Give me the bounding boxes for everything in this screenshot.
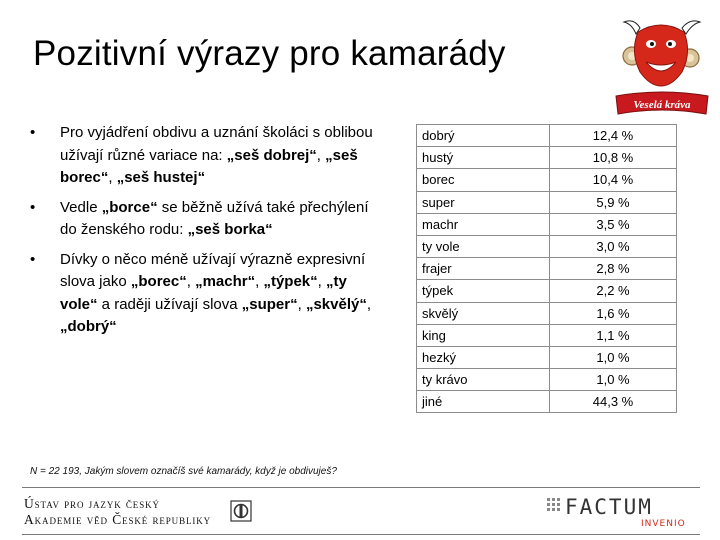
percent-cell: 1,0 % (550, 369, 677, 391)
bullet-emphasis: „super“ (241, 295, 298, 313)
percent-cell: 2,2 % (550, 280, 677, 302)
slide-title: Pozitivní výrazy pro kamarády (33, 34, 506, 73)
table-row (417, 302, 677, 324)
bullet-text: se běžně užívá také přechýlení do ženského rodu: (60, 198, 369, 238)
word-cell: hustý (417, 147, 550, 169)
word-cell: ty krávo (417, 369, 550, 391)
bullet-text: , (316, 146, 326, 164)
bullet-text: Pro vyjádření obdivu a uznání školáci s oblibou užívají různé variace na: (60, 124, 373, 164)
bullet-emphasis: „seš hustej“ (116, 169, 206, 186)
institute-line-2: Akademie věd České republiky (24, 512, 212, 527)
institute-line-1: Ústav pro jazyk český (24, 496, 160, 511)
word-cell: machr (417, 213, 550, 235)
bullet-list (30, 122, 380, 346)
bullet-text: , (255, 273, 264, 290)
percent-cell: 10,8 % (550, 147, 677, 169)
word-cell: frajer (417, 258, 550, 280)
word-cell: borec (417, 169, 550, 191)
footnote: N = 22 193, Jakým slovem označíš své kamarády, když je obdivuješ? (30, 466, 337, 477)
table-row (417, 191, 677, 213)
table-row (417, 369, 677, 391)
laughing-cow-logo (610, 12, 714, 118)
factum-text: FACTUM (565, 495, 653, 519)
bullet-text: , (186, 273, 196, 290)
bullet-emphasis: „ty vole“ (60, 273, 347, 313)
percent-cell: 12,4 % (550, 125, 677, 147)
word-cell: skvělý (417, 302, 550, 324)
footer-rule-top (22, 487, 700, 488)
table-row (417, 258, 677, 280)
percent-cell: 10,4 % (550, 169, 677, 191)
word-cell: king (417, 324, 550, 346)
logo-brand-text: Veselá kráva (633, 99, 691, 111)
bullet-item (30, 197, 380, 242)
factum-sub: INVENIO (641, 519, 686, 529)
bullet-dot-icon: • (30, 124, 36, 141)
percent-cell: 3,0 % (550, 235, 677, 257)
word-cell: ty vole (417, 235, 550, 257)
bullet-emphasis: „machr“ (195, 273, 256, 290)
percent-cell: 44,3 % (550, 391, 677, 413)
table-row (417, 235, 677, 257)
footer-rule-bottom (22, 534, 700, 535)
word-frequency-table (416, 124, 677, 413)
percent-cell: 2,8 % (550, 258, 677, 280)
bullet-emphasis: „borec“ (130, 273, 187, 290)
table-row (417, 147, 677, 169)
bullet-text: a raději užívají slova (97, 295, 242, 313)
word-cell: hezký (417, 346, 550, 368)
table-row (417, 280, 677, 302)
bullet-emphasis: „seš borka“ (187, 221, 273, 238)
institute-logo-icon (230, 500, 252, 522)
word-cell: jiné (417, 391, 550, 413)
bullet-emphasis: „dobrý“ (60, 318, 117, 335)
table-row (417, 125, 677, 147)
table-row (417, 169, 677, 191)
bullet-emphasis: „borce“ (101, 198, 158, 216)
percent-cell: 1,1 % (550, 324, 677, 346)
bullet-emphasis: „seš borec“ (60, 146, 358, 186)
percent-cell: 5,9 % (550, 191, 677, 213)
bullet-text: , (108, 169, 117, 186)
institute-name (24, 496, 211, 528)
bullet-emphasis: „skvělý“ (305, 295, 367, 313)
bullet-emphasis: „seš dobrej“ (226, 146, 317, 164)
word-cell: super (417, 191, 550, 213)
bullet-dot-icon: • (30, 250, 36, 268)
bullet-text: , (366, 295, 372, 313)
table-row (417, 213, 677, 235)
word-cell: týpek (417, 280, 550, 302)
bullet-item (30, 122, 380, 190)
table-row (417, 346, 677, 368)
percent-cell: 1,6 % (550, 302, 677, 324)
bullet-dot-icon: • (30, 198, 36, 216)
bullet-text: Vedle (60, 198, 102, 216)
bullet-text: Dívky o něco méně užívají výrazně expresivní slova jako (60, 250, 366, 290)
table-row (417, 324, 677, 346)
table-row (417, 391, 677, 413)
factum-invenio-logo (545, 490, 705, 530)
bullet-text: , (297, 295, 306, 313)
word-cell: dobrý (417, 125, 550, 147)
percent-cell: 1,0 % (550, 346, 677, 368)
percent-cell: 3,5 % (550, 213, 677, 235)
bullet-item (30, 249, 380, 339)
bullet-emphasis: „týpek“ (263, 273, 318, 290)
bullet-text: , (317, 273, 326, 290)
